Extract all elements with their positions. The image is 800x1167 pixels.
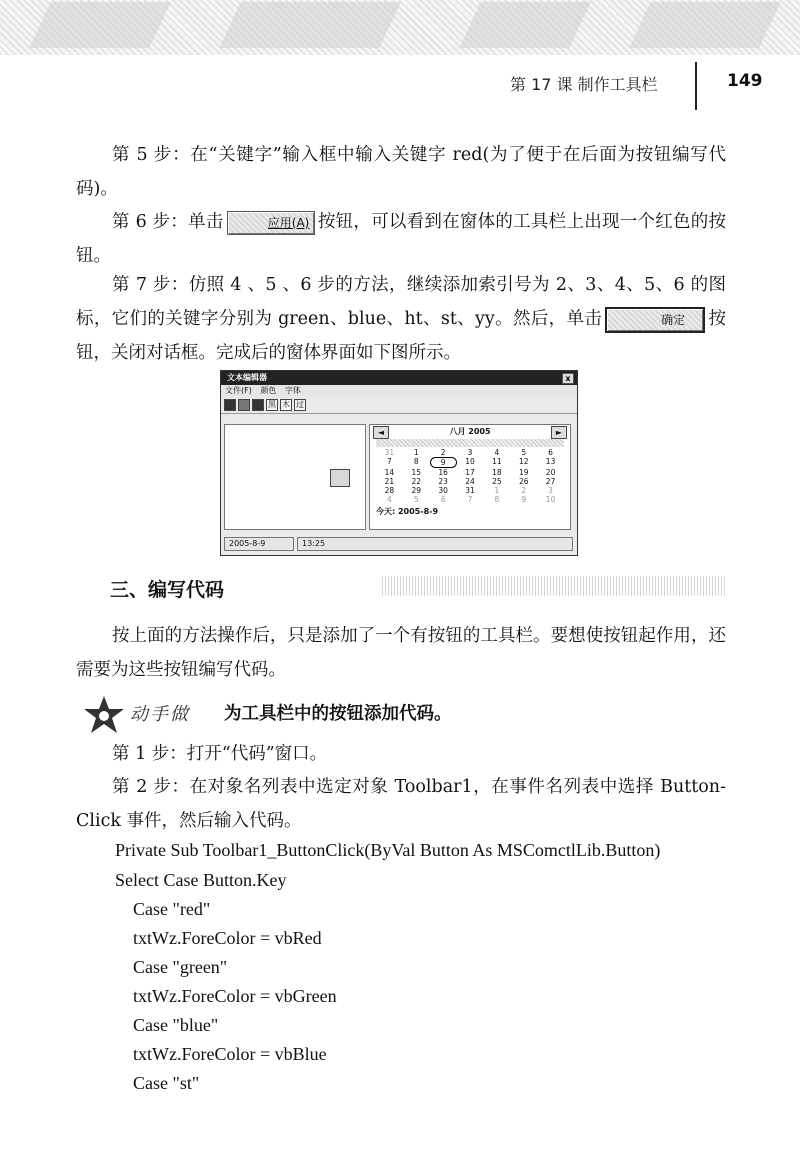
handson-label: 动手做 [130, 704, 190, 725]
step-7-text-before: 第 7 步：仿照 4 、5 、6 步的方法，继续添加索引号为 2、3、4、5、6 的图标，它们的关键字分别为 green、blue、ht、st、yy。然后，单击 [76, 275, 726, 329]
calendar-next-icon: ► [551, 426, 567, 439]
window-title: 文本编辑器 [227, 373, 267, 382]
code-line: Select Case Button.Key [115, 870, 287, 890]
section-decoration [380, 576, 725, 596]
calendar-today: 今天: 2005-8-9 [376, 507, 439, 516]
calendar-day: 14 [384, 468, 395, 477]
calendar-day: 6 [440, 495, 446, 504]
code-line: txtWz.ForeColor = vbBlue [133, 1044, 327, 1064]
calendar-day: 7 [467, 495, 473, 504]
calendar-day: 2 [440, 448, 446, 457]
step-7 [76, 268, 726, 370]
header-divider [695, 62, 697, 110]
image-icon [330, 469, 350, 487]
toolbar-red-button [224, 399, 236, 411]
code-line: txtWz.ForeColor = vbGreen [133, 986, 337, 1006]
toolbar-bold-button: 黑 [268, 400, 276, 409]
calendar-day: 24 [465, 477, 475, 486]
toolbar-green-button [238, 399, 250, 411]
toolbar-song-button: 木 [282, 400, 290, 409]
calendar-day: 2 [521, 486, 527, 495]
code-line: Case "st" [133, 1073, 200, 1093]
calendar-day: 7 [387, 457, 392, 466]
toolbar-blue-button [252, 399, 264, 411]
calendar-day: 8 [413, 457, 419, 466]
month-calendar [369, 424, 571, 530]
calendar-day: 9 [521, 495, 527, 504]
code-line: Case "red" [133, 899, 211, 919]
calendar-day: 31 [384, 448, 395, 457]
calendar-day: 22 [411, 477, 422, 486]
calendar-day: 1 [413, 448, 419, 457]
calendar-day: 9 [430, 457, 457, 468]
step-5: 第 5 步：在“关键字”输入框中输入关键字 red(为了便于在后面为按钮编写代码)。 [76, 145, 726, 199]
calendar-day: 6 [548, 448, 553, 457]
calendar-day: 20 [545, 468, 556, 477]
calendar-day: 21 [384, 477, 395, 486]
status-time: 13:25 [297, 537, 573, 551]
calendar-day: 27 [545, 477, 556, 486]
text-area [224, 424, 366, 530]
calendar-header [370, 425, 570, 439]
menu-font: 字体 [284, 386, 301, 395]
calendar-day: 19 [518, 468, 529, 477]
calendar-day: 3 [548, 486, 553, 495]
calendar-day: 15 [411, 468, 422, 477]
calendar-day: 10 [545, 495, 556, 504]
step-7-text-after: 按钮，关闭对话框。完成后的窗体界面如下图所示。 [76, 309, 726, 363]
header-decoration [0, 0, 800, 55]
calendar-day: 12 [518, 457, 529, 466]
calendar-day: 10 [465, 457, 475, 466]
step-6-text-before: 第 6 步：单击 [112, 212, 224, 232]
window-titlebar [221, 371, 577, 385]
calendar-day: 8 [494, 495, 500, 504]
calendar-day: 11 [492, 457, 502, 466]
handson-title: 为工具栏中的按钮添加代码。 [224, 704, 452, 724]
step-2: 第 2 步：在对象名列表中选定对象 Toolbar1，在事件名列表中选择 Button-Click 事件，然后输入代码。 [76, 777, 726, 831]
step-6-text-after: 按钮，可以看到在窗体的工具栏上出现一个红色的按钮。 [76, 212, 727, 266]
calendar-day: 29 [411, 486, 422, 495]
calendar-day: 4 [387, 495, 392, 504]
calendar-weekdays [376, 439, 564, 447]
ok-button-image: 确定 [605, 307, 705, 333]
apply-button-image: 应用(A) [227, 211, 315, 235]
star-icon [78, 694, 130, 736]
calendar-day: 17 [465, 468, 475, 477]
page-number: 149 [727, 71, 763, 91]
calendar-day: 4 [494, 448, 500, 457]
calendar-day: 23 [438, 477, 448, 486]
close-icon: x [562, 373, 574, 384]
section-heading: 三、编写代码 [110, 579, 225, 601]
calendar-day: 25 [492, 477, 502, 486]
code-line: Case "green" [133, 957, 228, 977]
calendar-days [376, 448, 564, 504]
code-line: Private Sub Toolbar1_ButtonClick(ByVal Button As MSComctlLib.Button) [115, 840, 661, 860]
calendar-day: 1 [494, 486, 500, 495]
calendar-day: 30 [438, 486, 448, 495]
calendar-day: 26 [518, 477, 529, 486]
text-editor-screenshot [220, 370, 578, 556]
toolbar-yy-button: 过 [296, 400, 304, 409]
status-date: 2005-8-9 [224, 537, 294, 551]
calendar-day: 16 [438, 468, 448, 477]
menu-bar [221, 385, 577, 397]
calendar-month: 八月 2005 [449, 427, 491, 436]
section-paragraph: 按上面的方法操作后，只是添加了一个有按钮的工具栏。要想使按钮起作用，还需要为这些按钮编写代码。 [76, 626, 726, 680]
calendar-day: 13 [545, 457, 556, 466]
menu-file: 文件(F) [225, 386, 252, 395]
calendar-prev-icon: ◄ [373, 426, 389, 439]
step-6 [76, 205, 726, 273]
code-line: Case "blue" [133, 1015, 219, 1035]
calendar-day: 28 [384, 486, 395, 495]
calendar-day: 3 [467, 448, 473, 457]
step-1: 第 1 步：打开“代码”窗口。 [112, 744, 328, 764]
menu-color: 颜色 [260, 386, 277, 395]
toolbar [221, 397, 577, 414]
calendar-day: 5 [521, 448, 527, 457]
calendar-day: 18 [492, 468, 502, 477]
status-bar [224, 537, 574, 551]
calendar-day: 31 [465, 486, 475, 495]
lesson-title: 第 17 课 制作工具栏 [510, 75, 658, 94]
code-line: txtWz.ForeColor = vbRed [133, 928, 322, 948]
calendar-day: 5 [413, 495, 419, 504]
